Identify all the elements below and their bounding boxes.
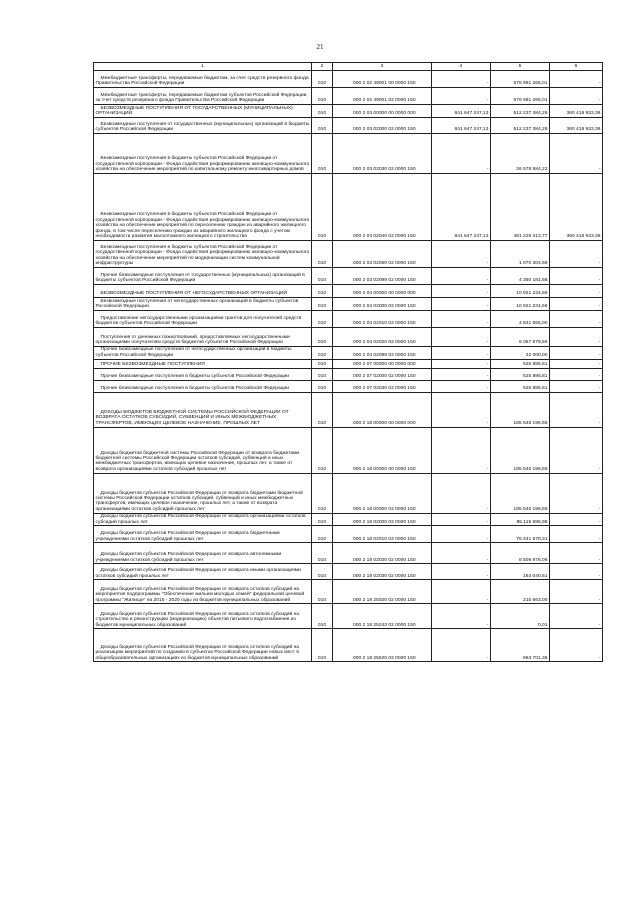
row-name-cell: Прочие безвозмездные поступления от государственных (муниципальных) организаций в бюджеты субъектов Российской Федерации — [94, 267, 312, 284]
table-row — [94, 240, 603, 267]
row-name-cell: Доходы бюджетов субъектов Российской Федерации от возврата организациями остатков субсидий прошлых лет — [94, 513, 312, 526]
row-code-cell: 010 — [312, 133, 333, 173]
row-executed-cell: 525 886,81 — [491, 380, 550, 392]
row-unexecuted-cell: - — [550, 240, 603, 267]
row-budget-code-cell: 000 2 03 02060 02 0000 150 — [333, 240, 432, 267]
row-code-cell: 010 — [312, 526, 333, 543]
row-unexecuted-cell: - — [550, 564, 603, 580]
row-budget-code-cell: 000 2 07 02000 02 0000 150 — [333, 368, 432, 380]
row-code-cell: 010 — [312, 427, 333, 473]
row-budget-code-cell: 000 2 04 02000 02 0000 150 — [333, 297, 432, 310]
row-executed-cell: 525 886,81 — [491, 359, 550, 368]
table-row — [94, 629, 603, 662]
row-executed-cell: 26 578 584,22 — [491, 133, 550, 173]
row-name-cell: Прочие безвозмездные поступления в бюджеты субъектов Российской Федерации — [94, 368, 312, 380]
row-unexecuted-cell: - — [550, 297, 603, 310]
row-budget-code-cell: 000 2 03 02040 02 0000 150 — [333, 173, 432, 240]
row-budget-code-cell: 000 2 18 00000 02 0000 150 — [333, 473, 432, 513]
row-unexecuted-cell: 360 418 933,36 — [550, 105, 603, 118]
table-row — [94, 526, 603, 543]
row-code-cell: 010 — [312, 564, 333, 580]
row-executed-cell: 6 057 579,59 — [491, 327, 550, 346]
row-budget-code-cell: 000 2 03 00000 00 0000 000 — [333, 105, 432, 118]
row-budget-code-cell: 000 2 04 02010 02 0000 150 — [333, 310, 432, 327]
row-approved-cell: - — [432, 359, 491, 368]
row-unexecuted-cell: - — [550, 368, 603, 380]
table-row — [94, 267, 603, 284]
row-code-cell: 010 — [312, 473, 333, 513]
row-executed-cell: 512 237 384,26 — [491, 105, 550, 118]
row-code-cell: 010 — [312, 368, 333, 380]
row-approved-cell: - — [432, 564, 491, 580]
row-unexecuted-cell: - — [550, 629, 603, 662]
row-approved-cell: - — [432, 327, 491, 346]
table-row — [94, 473, 603, 513]
row-executed-cell: 10 921 234,59 — [491, 297, 550, 310]
row-approved-cell: 841 647 247,13 — [432, 105, 491, 118]
row-budget-code-cell: 000 2 18 02010 02 0000 150 — [333, 526, 432, 543]
row-unexecuted-cell: - — [550, 513, 603, 526]
row-name-cell: Доходы бюджетов субъектов Российской Федерации от возврата остатков субсидий на строительство и реконструкцию (модернизацию) объектов питьевого водоснабжения из бюджетов муниципальных образований — [94, 604, 312, 629]
row-code-cell: 010 — [312, 380, 333, 392]
row-code-cell: 010 — [312, 297, 333, 310]
row-executed-cell: 22 000,00 — [491, 346, 550, 359]
table-header-row — [94, 63, 603, 71]
row-approved-cell: - — [432, 604, 491, 629]
row-name-cell: Прочие безвозмездные поступления в бюджеты субъектов Российской Федерации — [94, 380, 312, 392]
table-row — [94, 513, 603, 526]
row-budget-code-cell: 000 2 18 00000 00 0000 150 — [333, 427, 432, 473]
row-code-cell: 010 — [312, 117, 333, 133]
row-unexecuted-cell: - — [550, 284, 603, 297]
row-name-cell: Доходы бюджетов бюджетной системы Российской Федерации от возврата бюджетами бюджетной системы Российской Федерации остатков субсидий, субвенций и иных межбюджетных трансфертов, имеющих целевое назначение, прошлых лет, а также от возврата организациями остатков субсидий прошлых лет — [94, 427, 312, 473]
row-approved-cell: 841 647 247,13 — [432, 173, 491, 240]
row-executed-cell: 512 237 384,26 — [491, 117, 550, 133]
row-name-cell: Доходы бюджетов субъектов Российской Федерации от возврата иными организациями остатков субсидий прошлых лет — [94, 564, 312, 580]
row-name-cell: Прочие безвозмездные поступления от негосударственных организаций в бюджеты субъектов Российской Федерации — [94, 346, 312, 359]
table-row — [94, 284, 603, 297]
row-executed-cell: 185 545 196,55 — [491, 473, 550, 513]
table-row — [94, 604, 603, 629]
row-executed-cell: 164 040,61 — [491, 564, 550, 580]
row-code-cell: 010 — [312, 327, 333, 346]
row-name-cell: Доходы бюджетов субъектов Российской Федерации от возврата остатков субсидий на мероприятия подпрограммы "Обеспечение жильем молодых семей" федеральной целевой программы "Жилище" на 2015 - 2020 годы из бюджетов муниципальных образований — [94, 580, 312, 604]
row-unexecuted-cell: - — [550, 526, 603, 543]
row-unexecuted-cell: - — [550, 71, 603, 88]
row-budget-code-cell: 000 2 18 25243 02 0000 150 — [333, 604, 432, 629]
row-approved-cell: - — [432, 368, 491, 380]
budget-report-table — [93, 62, 603, 662]
row-budget-code-cell: 000 2 18 25520 02 0000 150 — [333, 629, 432, 662]
row-name-cell: БЕЗВОЗМЕЗДНЫЕ ПОСТУПЛЕНИЯ ОТ НЕГОСУДАРСТВЕННЫХ ОРГАНИЗАЦИЙ — [94, 284, 312, 297]
row-budget-code-cell: 000 2 18 00000 00 0000 000 — [333, 392, 432, 427]
row-executed-cell: 185 545 196,55 — [491, 392, 550, 427]
row-executed-cell: 215 663,00 — [491, 580, 550, 604]
row-approved-cell: 841 647 247,13 — [432, 117, 491, 133]
table-row — [94, 580, 603, 604]
row-name-cell: ПРОЧИЕ БЕЗВОЗМЕЗДНЫЕ ПОСТУПЛЕНИЯ — [94, 359, 312, 368]
row-budget-code-cell: 000 2 03 02099 02 0000 150 — [333, 267, 432, 284]
row-approved-cell: - — [432, 380, 491, 392]
row-approved-cell: - — [432, 310, 491, 327]
table-row — [94, 368, 603, 380]
row-approved-cell: - — [432, 297, 491, 310]
row-unexecuted-cell: - — [550, 392, 603, 427]
row-approved-cell: - — [432, 629, 491, 662]
table-row — [94, 392, 603, 427]
row-budget-code-cell: 000 2 04 00000 00 0000 000 — [333, 284, 432, 297]
row-unexecuted-cell: - — [550, 427, 603, 473]
table-row — [94, 297, 603, 310]
row-executed-cell: 1 070 304,69 — [491, 240, 550, 267]
row-name-cell: Предоставление негосударственными организациями грантов для получателей средств бюджетов субъектов Российской Федерации — [94, 310, 312, 327]
row-code-cell: 010 — [312, 71, 333, 88]
header-cell: 3 — [333, 63, 432, 71]
table-row — [94, 564, 603, 580]
row-unexecuted-cell: - — [550, 580, 603, 604]
row-unexecuted-cell: - — [550, 133, 603, 173]
row-unexecuted-cell: - — [550, 267, 603, 284]
table-row — [94, 359, 603, 368]
row-code-cell: 010 — [312, 88, 333, 105]
table-row — [94, 543, 603, 564]
row-approved-cell: - — [432, 284, 491, 297]
row-unexecuted-cell: - — [550, 327, 603, 346]
header-cell: 2 — [312, 63, 333, 71]
row-unexecuted-cell: - — [550, 88, 603, 105]
row-approved-cell: - — [432, 71, 491, 88]
row-name-cell: Доходы бюджетов субъектов Российской Федерации от возврата бюджетными учреждениями остатков субсидий прошлых лет — [94, 526, 312, 543]
row-budget-code-cell: 000 2 18 02020 02 0000 150 — [333, 543, 432, 564]
row-unexecuted-cell: 360 418 933,36 — [550, 117, 603, 133]
row-code-cell: 010 — [312, 310, 333, 327]
table-row — [94, 427, 603, 473]
row-budget-code-cell: 000 2 03 02000 02 0000 150 — [333, 117, 432, 133]
table-row — [94, 117, 603, 133]
header-cell: 4 — [432, 63, 491, 71]
table-row — [94, 105, 603, 118]
row-approved-cell: - — [432, 543, 491, 564]
row-budget-code-cell: 000 2 07 02030 02 0000 150 — [333, 380, 432, 392]
row-unexecuted-cell: - — [550, 604, 603, 629]
row-executed-cell: 525 886,81 — [491, 368, 550, 380]
header-cell: 5 — [491, 63, 550, 71]
row-code-cell: 010 — [312, 173, 333, 240]
row-approved-cell: - — [432, 88, 491, 105]
row-budget-code-cell: 000 2 04 02020 02 0000 150 — [333, 327, 432, 346]
row-approved-cell: - — [432, 526, 491, 543]
row-code-cell: 010 — [312, 346, 333, 359]
header-cell: 1 — [94, 63, 312, 71]
row-unexecuted-cell: - — [550, 473, 603, 513]
row-code-cell: 010 — [312, 629, 333, 662]
table-row — [94, 71, 603, 88]
row-executed-cell: 4 360 181,58 — [491, 267, 550, 284]
row-budget-code-cell: 000 2 18 02030 02 0000 150 — [333, 564, 432, 580]
row-code-cell: 010 — [312, 580, 333, 604]
row-code-cell: 010 — [312, 105, 333, 118]
row-code-cell: 010 — [312, 240, 333, 267]
row-unexecuted-cell: - — [550, 543, 603, 564]
row-budget-code-cell: 000 2 18 25020 02 0000 150 — [333, 580, 432, 604]
row-approved-cell: - — [432, 513, 491, 526]
table-row — [94, 173, 603, 240]
row-budget-code-cell: 000 2 18 02000 02 0000 150 — [333, 513, 432, 526]
table-row — [94, 88, 603, 105]
row-name-cell: Поступления от денежных пожертвований, предоставляемых негосударственными организациями получателям средств бюджетов субъектов Российской Федерации — [94, 327, 312, 346]
row-code-cell: 010 — [312, 513, 333, 526]
row-executed-cell: 85 115 586,98 — [491, 513, 550, 526]
row-budget-code-cell: 000 2 03 02030 02 0000 150 — [333, 133, 432, 173]
row-code-cell: 010 — [312, 359, 333, 368]
row-unexecuted-cell: - — [550, 380, 603, 392]
row-name-cell: Доходы бюджетов субъектов Российской Федерации от возврата бюджетами бюджетной системы Российской Федерации остатков субсидий, субвенций и иных межбюджетных трансфертов, имеющих целевое назначение, прошлых лет, а также от возврата организациями остатков субсидий прошлых лет — [94, 473, 312, 513]
row-approved-cell: - — [432, 240, 491, 267]
row-unexecuted-cell: - — [550, 346, 603, 359]
row-approved-cell: - — [432, 473, 491, 513]
row-name-cell: Межбюджетные трансферты, передаваемые бюджетам субъектов Российской Федерации, за счет средств резервного фонда Правительства Российской Федерации — [94, 88, 312, 105]
row-name-cell: ДОХОДЫ БЮДЖЕТОВ БЮДЖЕТНОЙ СИСТЕМЫ РОССИЙСКОЙ ФЕДЕРАЦИИ ОТ ВОЗВРАТА ОСТАТКОВ СУБСИДИЙ, СУБВЕНЦИЙ И ИНЫХ МЕЖБЮДЖЕТНЫХ ТРАНСФЕРТОВ, ИМЕЮЩИХ ЦЕЛЕВОЕ НАЗНАЧЕНИЕ, ПРОШЛЫХ ЛЕТ — [94, 392, 312, 427]
row-executed-cell: 10 921 234,59 — [491, 284, 550, 297]
page-number: 21 — [316, 43, 324, 51]
row-name-cell: Безвозмездные поступления от государственных (муниципальных) организаций в бюджеты субъектов Российской Федерации — [94, 117, 312, 133]
row-code-cell: 010 — [312, 267, 333, 284]
row-approved-cell: - — [432, 133, 491, 173]
row-code-cell: 010 — [312, 392, 333, 427]
row-executed-cell: 576 981 266,01 — [491, 88, 550, 105]
row-code-cell: 010 — [312, 604, 333, 629]
row-budget-code-cell: 000 2 07 00000 00 0000 000 — [333, 359, 432, 368]
row-executed-cell: 576 981 266,01 — [491, 71, 550, 88]
row-approved-cell: - — [432, 427, 491, 473]
row-budget-code-cell: 000 2 04 02099 02 0000 150 — [333, 346, 432, 359]
row-executed-cell: 4 841 655,00 — [491, 310, 550, 327]
row-executed-cell: 963 701,36 — [491, 629, 550, 662]
row-approved-cell: - — [432, 580, 491, 604]
header-cell: 6 — [550, 63, 603, 71]
row-code-cell: 010 — [312, 284, 333, 297]
row-approved-cell: - — [432, 267, 491, 284]
row-executed-cell: 8 509 976,06 — [491, 543, 550, 564]
row-name-cell: Безвозмездные поступления в бюджеты субъектов Российской Федерации от государственной корпорации - Фонда содействия реформированию жилищно-коммунального хозяйства на обеспечение мероприятий по переселению граждан из аварийного жилищного фонда, в том числе переселению граждан из аварийного жилищного фонда с учетом необходимости развития малоэтажного жилищного строительства — [94, 173, 312, 240]
row-approved-cell: - — [432, 346, 491, 359]
row-name-cell: Доходы бюджетов субъектов Российской Федерации от возврата автономными учреждениями остатков субсидий прошлых лет — [94, 543, 312, 564]
row-budget-code-cell: 000 2 02 49001 02 0000 150 — [333, 88, 432, 105]
row-executed-cell: 76 441 570,31 — [491, 526, 550, 543]
row-executed-cell: 481 228 313,77 — [491, 173, 550, 240]
row-name-cell: Безвозмездные поступления в бюджеты субъектов Российской Федерации от государственной корпорации - Фонда содействия реформированию жилищно-коммунального хозяйства на обеспечение мероприятий по модернизации систем коммунальной инфраструктуры — [94, 240, 312, 267]
table-row — [94, 380, 603, 392]
row-unexecuted-cell: 360 418 933,36 — [550, 173, 603, 240]
row-approved-cell: - — [432, 392, 491, 427]
row-code-cell: 010 — [312, 543, 333, 564]
row-name-cell: Доходы бюджетов субъектов Российской Федерации от возврата остатков субсидий на реализацию мероприятий по созданию в субъектах Российской Федерации новых мест в общеобразовательных организациях из бюджетов муниципальных образований — [94, 629, 312, 662]
row-name-cell: Безвозмездные поступления от негосударственных организаций в бюджеты субъектов Российской Федерации — [94, 297, 312, 310]
row-unexecuted-cell: - — [550, 310, 603, 327]
row-executed-cell: 0,01 — [491, 604, 550, 629]
table-row — [94, 346, 603, 359]
row-budget-code-cell: 000 2 02 49001 00 0000 150 — [333, 71, 432, 88]
row-name-cell: Межбюджетные трансферты, передаваемые бюджетам, за счет средств резервного фонда Правительства Российской Федерации — [94, 71, 312, 88]
row-name-cell: Безвозмездные поступления в бюджеты субъектов Российской Федерации от государственной корпорации - Фонда содействия реформированию жилищно-коммунального хозяйства на обеспечение мероприятий по капитальному ремонту многоквартирных домов — [94, 133, 312, 173]
row-name-cell: БЕЗВОЗМЕЗДНЫЕ ПОСТУПЛЕНИЯ ОТ ГОСУДАРСТВЕННЫХ (МУНИЦИПАЛЬНЫХ) ОРГАНИЗАЦИЙ — [94, 105, 312, 118]
row-unexecuted-cell: - — [550, 359, 603, 368]
row-executed-cell: 185 545 196,55 — [491, 427, 550, 473]
table-row — [94, 133, 603, 173]
table-row — [94, 327, 603, 346]
table-row — [94, 310, 603, 327]
